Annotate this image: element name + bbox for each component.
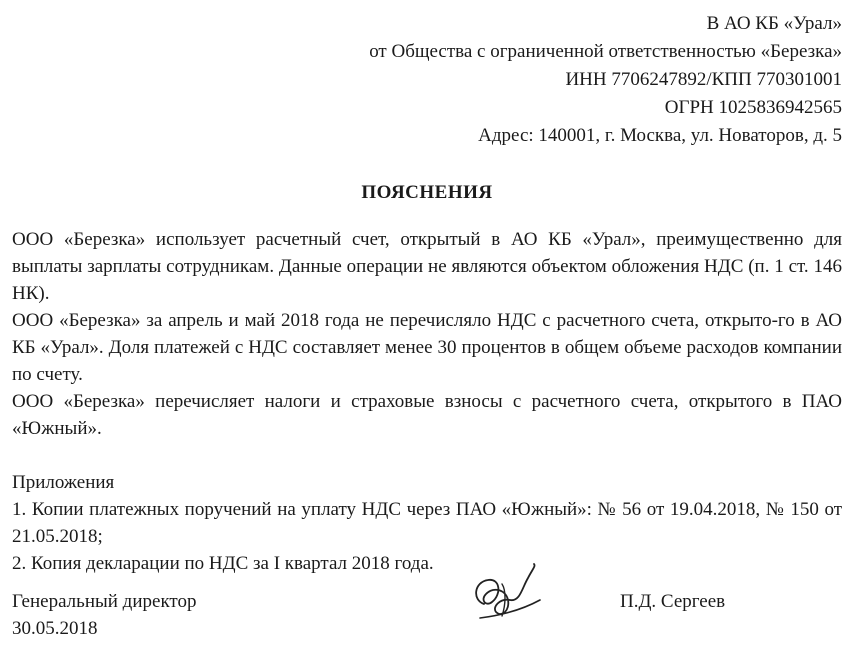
sender-inn-kpp: ИНН 7706247892/КПП 770301001 — [565, 69, 842, 90]
sender-company: от Общества с ограниченной ответственностью «Березка» — [369, 41, 842, 62]
paragraph-1: ООО «Березка» использует расчетный счет, открытый в АО КБ «Урал», преимущественно для выплаты зарплаты сотрудникам. Данные операции не являются объектом обложения НДС (п. 1 ст. 146 НК). — [12, 229, 842, 304]
signer-role: Генеральный директор — [12, 591, 197, 612]
attachment-2: 2. Копия декларации по НДС за I квартал 2018 года. — [12, 553, 434, 574]
signer-name: П.Д. Сергеев — [620, 591, 726, 612]
addressee-bank: В АО КБ «Урал» — [706, 13, 842, 34]
document-date: 30.05.2018 — [12, 618, 98, 639]
attachments-title: Приложения — [12, 472, 115, 493]
addressee-block — [12, 10, 842, 150]
paragraph-2: ООО «Березка» за апрель и май 2018 года не перечисляло НДС с расчетного счета, открыто-го в АО КБ «Урал». Доля платежей с НДС составляет менее 30 процентов в общем объеме расходов компании по счету. — [12, 310, 842, 385]
sender-ogrn: ОГРН 1025836942565 — [664, 97, 842, 118]
attachment-1: 1. Копии платежных поручений на уплату НДС через ПАО «Южный»: № 56 от 19.04.2018, № 150 от 21.05.2018; — [12, 499, 842, 547]
sender-address: Адрес: 140001, г. Москва, ул. Новаторов, д. 5 — [478, 125, 842, 146]
document-body — [12, 226, 842, 577]
signature-block — [12, 588, 842, 639]
paragraph-3: ООО «Березка» перечисляет налоги и страховые взносы с расчетного счета, открытого в ПАО «Южный». — [12, 391, 842, 439]
document-title: ПОЯСНЕНИЯ — [361, 182, 493, 203]
document — [12, 10, 842, 577]
